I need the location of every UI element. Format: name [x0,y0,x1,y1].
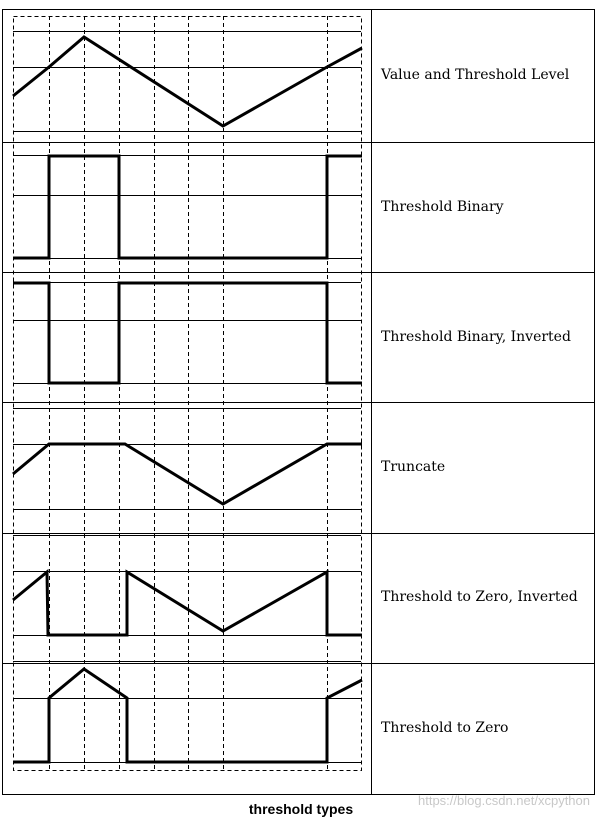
row-label-binary-inverted: Threshold Binary, Inverted [381,329,571,345]
row-dividers [3,143,595,664]
row-label-value: Value and Threshold Level [381,67,570,83]
curve-tozero [13,669,362,762]
dashed-guides [14,16,362,771]
row-label-binary: Threshold Binary [381,199,504,215]
plot-grid [13,32,361,763]
curve-truncate [13,444,362,504]
curve-value [13,37,362,126]
row-label-tozero-inverted: Threshold to Zero, Inverted [381,589,578,605]
curve-binary-inverted [13,283,362,383]
row-label-tozero: Threshold to Zero [381,720,509,736]
signal-curves [13,37,362,762]
watermark-text: https://blog.csdn.net/xcpython [418,793,590,808]
figure-caption: threshold types [248,801,354,817]
row-label-truncate: Truncate [381,459,446,475]
curve-binary [13,156,362,258]
curve-tozero-inverted [13,572,362,635]
dashed-frame [14,17,362,771]
